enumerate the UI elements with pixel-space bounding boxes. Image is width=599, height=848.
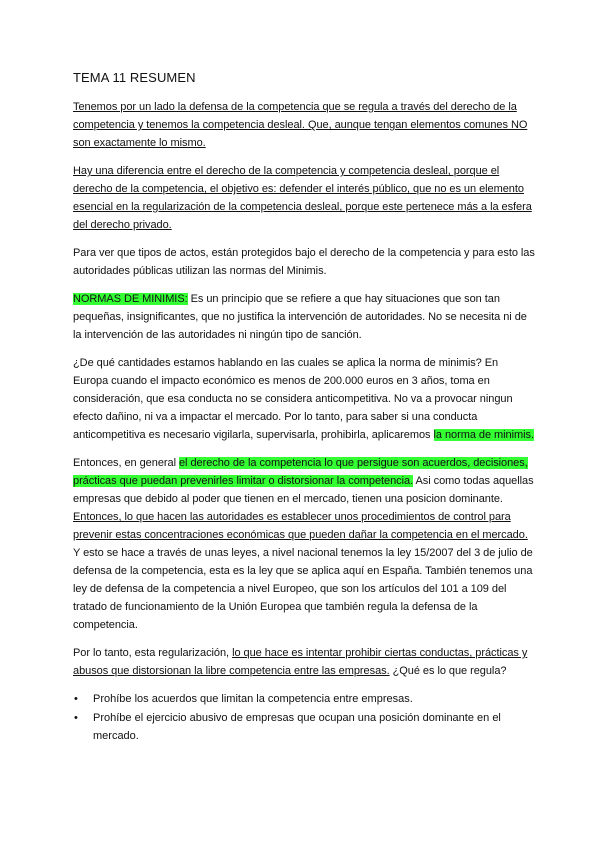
paragraph-6-intro: Entonces, en general xyxy=(73,457,179,469)
paragraph-5-highlight: la norma de minimis. xyxy=(433,429,534,441)
list-item-text: Prohíbe el ejercicio abusivo de empresas que ocupan una posición dominante en el mercado. xyxy=(93,712,501,742)
paragraph-1 xyxy=(73,98,535,152)
document-content xyxy=(73,70,535,746)
list-item-text: Prohíbe los acuerdos que limitan la competencia entre empresas. xyxy=(93,693,413,705)
document-title: TEMA 11 RESUMEN xyxy=(73,70,196,85)
paragraph-6-highlight: el derecho de la competencia lo que persigue son acuerdos, decisiones, prácticas que puedan prevenirles limitar o distorsionar la competencia. xyxy=(73,457,528,487)
paragraph-5-text: ¿De qué cantidades estamos hablando en las cuales se aplica la norma de minimis? En Europa cuando el impacto económico es menos de 200.000 euros en 3 años, toma en consideración, que esa conducta no se considera anticompetitiva. No va a provocar ningun efecto dañino, ni va a impactar el mercado. Por lo tanto, para saber si una conducta anticompetitiva es necesario vigilarla, supervisarla, prohibirla, aplicaremos xyxy=(73,357,513,441)
paragraph-3: Para ver que tipos de actos, están protegidos bajo el derecho de la competencia y para esto las autoridades públicas utilizan las normas del Minimis. xyxy=(73,247,535,277)
paragraph-1-text: Tenemos por un lado la defensa de la competencia que se regula a través del derecho de la competencia y tenemos la competencia desleal. Que, aunque tengan elementos comunes NO son exactamente lo mismo. xyxy=(73,101,528,149)
paragraph-minimis xyxy=(73,290,535,344)
bullet-icon: • xyxy=(74,712,78,724)
list-item xyxy=(73,709,535,745)
paragraph-6 xyxy=(73,454,535,634)
minimis-text: Es un principio que se refiere a que hay situaciones que son tan pequeñas, insignificantes, que no justifica la intervención de autoridades. No se necesita ni de la intervención de las autoridades ni ningún tipo de sanción. xyxy=(73,293,527,341)
paragraph-6-underlined: Entonces, lo que hacen las autoridades es establecer unos procedimientos de control para prevenir estas concentraciones económicas que pueden dañar la competencia en el mercado. xyxy=(73,511,528,541)
paragraph-6-end: Y esto se hace a través de unas leyes, a nivel nacional tenemos la ley 15/2007 del 3 de julio de defensa de la competencia, esta es la ley que se aplica aquí en España. También tenemos una ley de defensa de la competencia a nivel Europeo, que son los artículos del 101 a 109 del tratado de funcionamiento de la Unión Europea que también regula la defensa de la competencia. xyxy=(73,547,533,631)
paragraph-7 xyxy=(73,644,535,680)
paragraph-7-question: ¿Qué es lo que regula? xyxy=(389,665,507,677)
list-item xyxy=(73,690,535,708)
paragraph-2-text: Hay una diferencia entre el derecho de la competencia y competencia desleal, porque el derecho de la competencia, el objetivo es: defender el interés público, que no es un elemento esencial en la regularización de la competencia desleal, porque este pertenece más a la esfera del derecho privado. xyxy=(73,165,532,231)
regulation-list xyxy=(73,690,535,745)
minimis-label: NORMAS DE MINIMIS: xyxy=(73,293,188,305)
paragraph-7-intro: Por lo tanto, esta regularización, xyxy=(73,647,233,659)
paragraph-5 xyxy=(73,354,535,444)
bullet-icon: • xyxy=(74,693,78,705)
paragraph-7-underlined: lo que hace es intentar prohibir ciertas conductas, prácticas y abusos que distorsionan la libre competencia entre las empresas. xyxy=(73,647,528,677)
paragraph-6-middle: Asi como todas aquellas empresas que debido al poder que tienen en el mercado, tienen una posicion dominante. xyxy=(73,475,534,505)
paragraph-2 xyxy=(73,162,535,234)
